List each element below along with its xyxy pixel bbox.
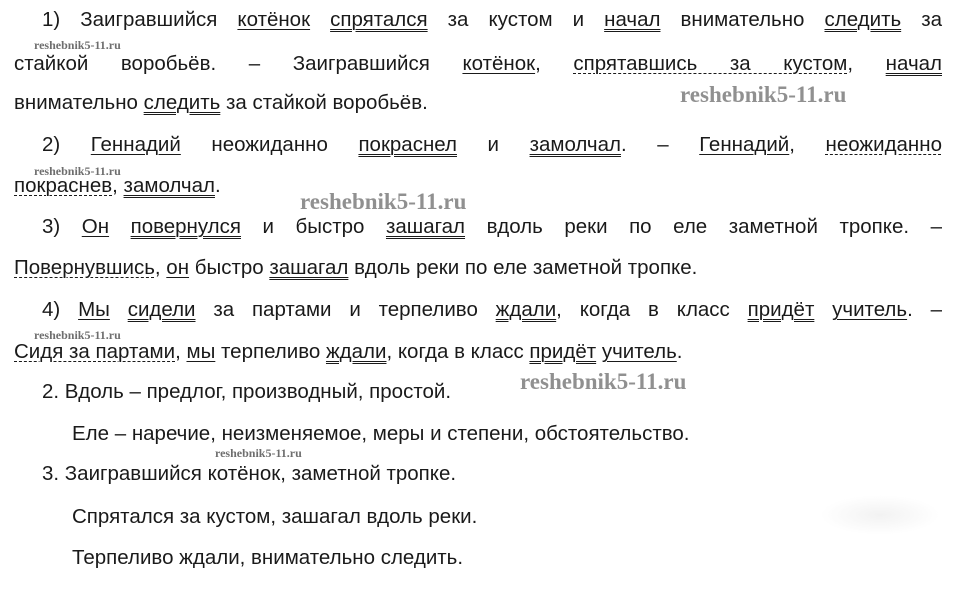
text-segment: вдоль реки по еле заметной тропке. — [348, 256, 698, 279]
underlined-word: ждали — [325, 340, 387, 363]
underlined-word: придёт — [747, 298, 815, 321]
text-segment: за — [901, 8, 942, 31]
underlined-word: ждали — [495, 298, 557, 321]
underlined-word: Мы — [78, 298, 110, 321]
text-segment: Спрятался за кустом, зашагал вдоль реки. — [72, 505, 478, 528]
text-segment: вдоль реки по еле заметной тропке. – — [465, 215, 942, 238]
underlined-word: следить — [824, 8, 902, 31]
text-segment: стайкой воробьёв. – Заигравшийся — [14, 52, 463, 75]
underlined-word: замолчал — [529, 133, 621, 156]
underlined-word: начал — [885, 52, 942, 75]
watermark-large-1: reshebnik5-11.ru — [680, 82, 847, 107]
watermark-large-2: reshebnik5-11.ru — [300, 189, 467, 214]
text-segment: 3. Заигравшийся котёнок, заметной тропке. — [42, 462, 457, 485]
underlined-word: сидели — [127, 298, 196, 321]
text-segment: неожиданно — [180, 133, 359, 156]
text-line-10 — [42, 380, 953, 404]
text-segment: , — [175, 340, 187, 363]
text-segment: , — [535, 52, 574, 75]
text-line-2 — [14, 52, 942, 76]
text-segment: , — [847, 52, 886, 75]
text-segment: за кустом и — [427, 8, 605, 31]
text-line-7 — [14, 256, 942, 280]
underlined-word: замолчал — [123, 174, 215, 197]
text-segment — [110, 298, 128, 321]
text-segment: внимательно — [14, 91, 144, 114]
underlined-word: зашагал — [385, 215, 466, 238]
underlined-word: Он — [81, 215, 110, 238]
text-line-1 — [14, 8, 942, 32]
underlined-word: покраснев — [14, 174, 113, 197]
underlined-word: зашагал — [269, 256, 349, 279]
underlined-word: Сидя за партами — [14, 340, 176, 363]
text-segment: . – — [907, 298, 942, 321]
underlined-word: он — [166, 256, 190, 279]
underlined-word: котёнок — [237, 8, 311, 31]
text-line-8 — [14, 298, 942, 322]
text-segment: , — [789, 133, 826, 156]
faded-watermark-patch — [820, 495, 940, 535]
watermark-small-2: reshebnik5-11.ru — [34, 164, 121, 178]
underlined-word: мы — [186, 340, 216, 363]
text-segment: , когда в класс — [556, 298, 748, 321]
underlined-word: спрятавшись за кустом — [573, 52, 848, 75]
underlined-word: покраснел — [358, 133, 457, 156]
underlined-word: неожиданно — [825, 133, 942, 156]
text-line-4 — [14, 133, 942, 157]
text-line-6 — [14, 215, 942, 239]
text-segment: . — [676, 340, 683, 363]
text-line-12 — [42, 462, 953, 486]
underlined-word: учитель — [601, 340, 677, 363]
text-segment: за партами и терпеливо — [195, 298, 496, 321]
underlined-word: котёнок — [462, 52, 536, 75]
text-segment — [310, 8, 330, 31]
underlined-word: начал — [604, 8, 661, 31]
text-segment: внимательно — [660, 8, 825, 31]
watermark-small-3: reshebnik5-11.ru — [34, 328, 121, 342]
text-segment — [109, 215, 131, 238]
underlined-word: учитель — [832, 298, 908, 321]
underlined-word: повернулся — [130, 215, 241, 238]
text-segment: . – — [620, 133, 700, 156]
text-segment: , когда в класс — [386, 340, 530, 363]
underlined-word: спрятался — [330, 8, 428, 31]
text-line-9 — [14, 340, 942, 364]
text-segment: терпеливо — [215, 340, 326, 363]
text-segment: быстро — [189, 256, 270, 279]
text-line-5 — [14, 174, 942, 198]
text-line-14 — [72, 546, 953, 570]
watermark-small-1: reshebnik5-11.ru — [34, 38, 121, 52]
text-line-11 — [72, 422, 953, 446]
text-segment — [814, 298, 832, 321]
underlined-word: следить — [143, 91, 221, 114]
text-segment: и быстро — [241, 215, 386, 238]
underlined-word: придёт — [529, 340, 597, 363]
underlined-word: Геннадий — [90, 133, 181, 156]
watermark-small-4: reshebnik5-11.ru — [215, 446, 302, 460]
text-segment: , — [112, 174, 124, 197]
text-segment: и — [456, 133, 530, 156]
watermark-large-3: reshebnik5-11.ru — [520, 369, 687, 394]
text-segment: , — [154, 256, 167, 279]
text-segment: 1) Заигравшийся — [42, 8, 238, 31]
text-segment: 2) — [42, 133, 91, 156]
text-segment: 2. Вдоль – предлог, производный, простой. — [42, 380, 452, 403]
text-segment: . — [214, 174, 221, 197]
text-segment: за стайкой воробьёв. — [220, 91, 428, 114]
text-segment: Терпеливо ждали, внимательно следить. — [72, 546, 464, 569]
text-segment: Еле – наречие, неизменяемое, меры и степени, обстоятельство. — [72, 422, 690, 445]
underlined-word: Повернувшись — [14, 256, 155, 279]
text-segment: 3) — [42, 215, 82, 238]
underlined-word: Геннадий — [699, 133, 790, 156]
text-segment: 4) — [42, 298, 79, 321]
